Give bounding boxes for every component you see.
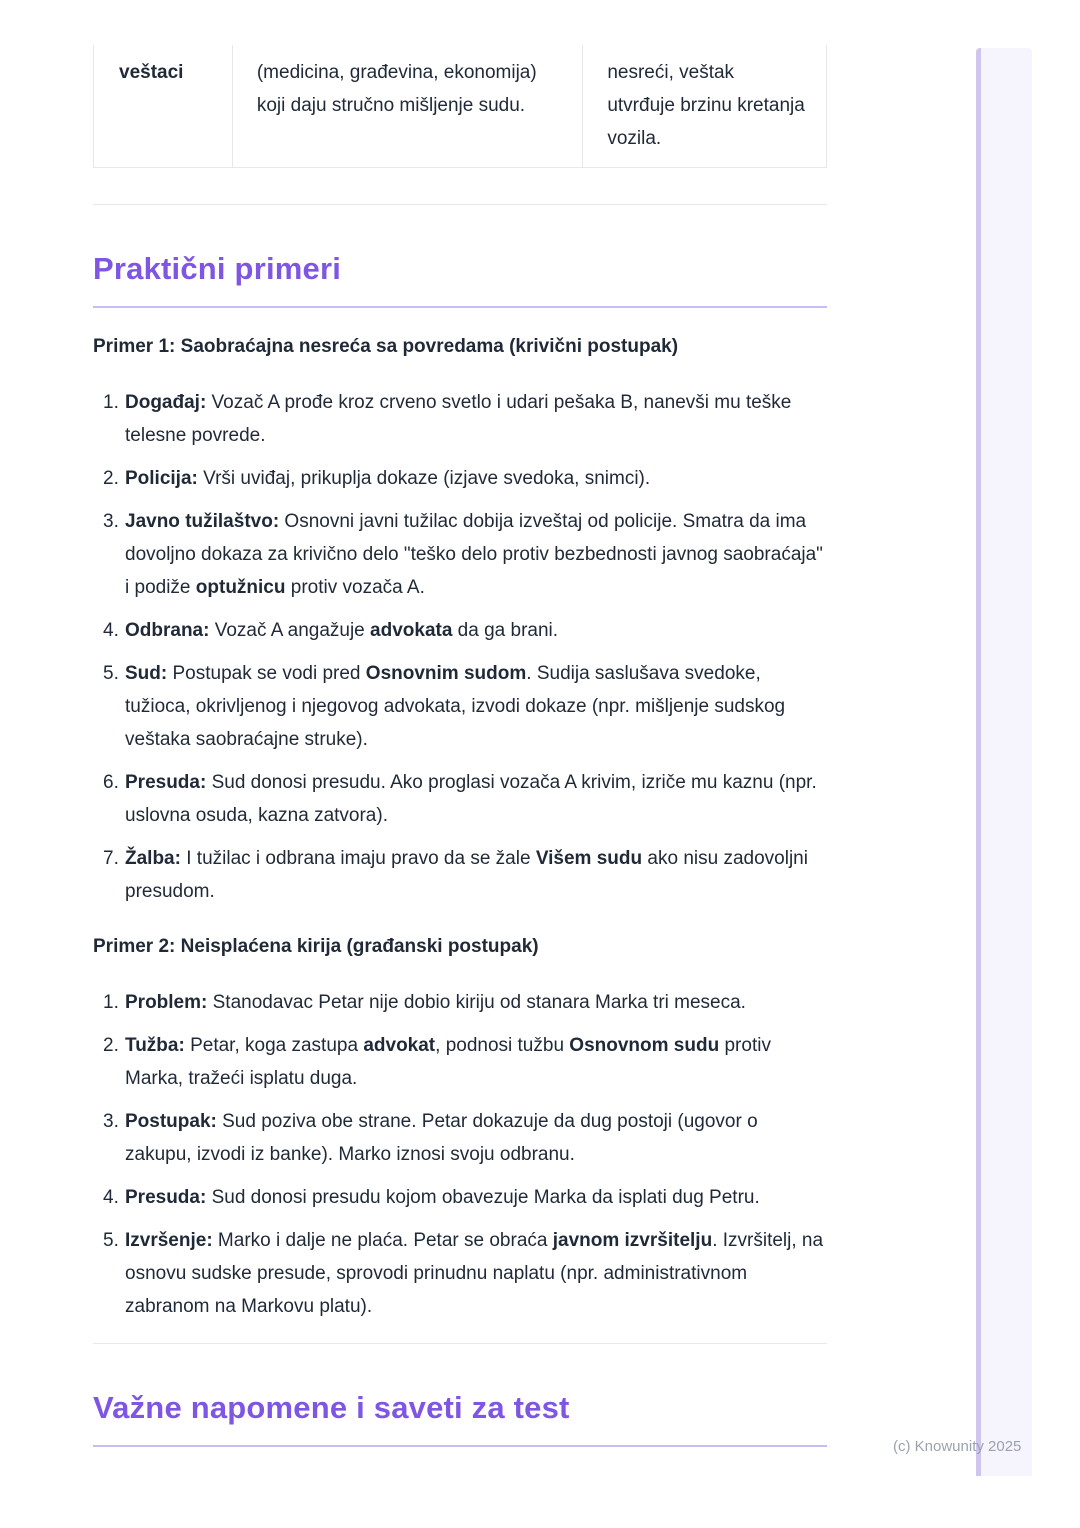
list-item — [103, 505, 827, 604]
list-item-text: Postupak: Sud poziva obe strane. Petar dokazuje da dug postoji (ugovor o zakupu, izvodi iz banke). Marko iznosi svoju odbranu. — [125, 1111, 758, 1165]
example-1-steps-list — [103, 386, 827, 908]
list-item-number: 5. — [103, 1230, 119, 1251]
list-item — [103, 1224, 827, 1323]
section-title-practical-examples: Praktični primeri — [93, 251, 342, 286]
section-title-underline — [93, 306, 827, 308]
list-item-number: 4. — [103, 1187, 119, 1208]
definitions-table-fragment — [93, 45, 827, 168]
subheading-example-2: Primer 2: Neisplaćena kirija (građanski postupak) — [93, 936, 539, 957]
subheading-example-1: Primer 1: Saobraćajna nesreća sa povredama (krivični postupak) — [93, 336, 679, 357]
example-2-steps-list — [103, 986, 827, 1323]
list-item-number: 6. — [103, 772, 119, 793]
list-item-text: Sud: Postupak se vodi pred Osnovnim sudom. Sudija saslušava svedoke, tužioca, okrivljenog i njegovog advokata, izvodi dokaze (npr. mišljenje sudskog veštaka saobraćajne struke). — [125, 663, 786, 750]
list-item-text: Izvršenje: Marko i dalje ne plaća. Petar se obraća javnom izvršitelju. Izvršitelj, na osnovu sudske presude, sprovodi prinudnu naplatu (npr. administrativnom zabranom na Markovu platu). — [125, 1230, 824, 1317]
section-title-notes: Važne napomene i saveti za test — [93, 1390, 570, 1425]
list-item-number: 2. — [103, 1035, 119, 1056]
list-item — [103, 1029, 827, 1095]
section-divider — [93, 204, 827, 205]
list-item-number: 3. — [103, 511, 119, 532]
list-item — [103, 986, 827, 1019]
list-item-text: Problem: Stanodavac Petar nije dobio kiriju od stanara Marka tri meseca. — [125, 992, 746, 1013]
list-item-text: Policija: Vrši uviđaj, prikuplja dokaze (izjave svedoka, snimci). — [125, 468, 651, 489]
list-item — [103, 614, 827, 647]
section-title-underline — [93, 1445, 827, 1447]
list-item-text: Žalba: I tužilac i odbrana imaju pravo da se žale Višem sudu ako nisu zadovoljni presudom. — [125, 848, 808, 902]
list-item-number: 4. — [103, 620, 119, 641]
table-cell-term: veštaci — [94, 45, 233, 167]
list-item-text: Presuda: Sud donosi presudu kojom obavezuje Marka da isplati dug Petru. — [125, 1187, 760, 1208]
list-item-text: Odbrana: Vozač A angažuje advokata da ga brani. — [125, 620, 559, 641]
list-item-number: 2. — [103, 468, 119, 489]
section-divider — [93, 1343, 827, 1344]
page-edge-strip — [976, 48, 1032, 1476]
list-item-text: Javno tužilaštvo: Osnovni javni tužilac dobija izveštaj od policije. Smatra da ima dovoljno dokaza za krivično delo "teško delo protiv bezbednosti javnog saobraćaja" i podiže optužnicu protiv vozača A. — [125, 511, 823, 598]
list-item — [103, 1105, 827, 1171]
list-item — [103, 766, 827, 832]
list-item — [103, 462, 827, 495]
list-item — [103, 657, 827, 756]
list-item-number: 5. — [103, 663, 119, 684]
list-item-text: Tužba: Petar, koga zastupa advokat, podnosi tužbu Osnovnom sudu protiv Marka, tražeći isplatu duga. — [125, 1035, 771, 1089]
list-item — [103, 1181, 827, 1214]
list-item — [103, 842, 827, 908]
list-item-number: 7. — [103, 848, 119, 869]
list-item-number: 1. — [103, 992, 119, 1013]
table-cell-definition: (medicina, građevina, ekonomija) koji daju stručno mišljenje sudu. — [233, 45, 583, 167]
list-item-number: 3. — [103, 1111, 119, 1132]
list-item-number: 1. — [103, 392, 119, 413]
document-page — [93, 0, 827, 1447]
list-item — [103, 386, 827, 452]
table-cell-example: nesreći, veštak utvrđuje brzinu kretanja vozila. — [583, 45, 827, 167]
list-item-text: Događaj: Vozač A prođe kroz crveno svetlo i udari pešaka B, nanevši mu teške telesne povrede. — [125, 392, 792, 446]
list-item-text: Presuda: Sud donosi presudu. Ako proglasi vozača A krivim, izriče mu kaznu (npr. uslovna osuda, kazna zatvora). — [125, 772, 817, 826]
copyright-text: (c) Knowunity 2025 — [893, 1438, 1022, 1455]
